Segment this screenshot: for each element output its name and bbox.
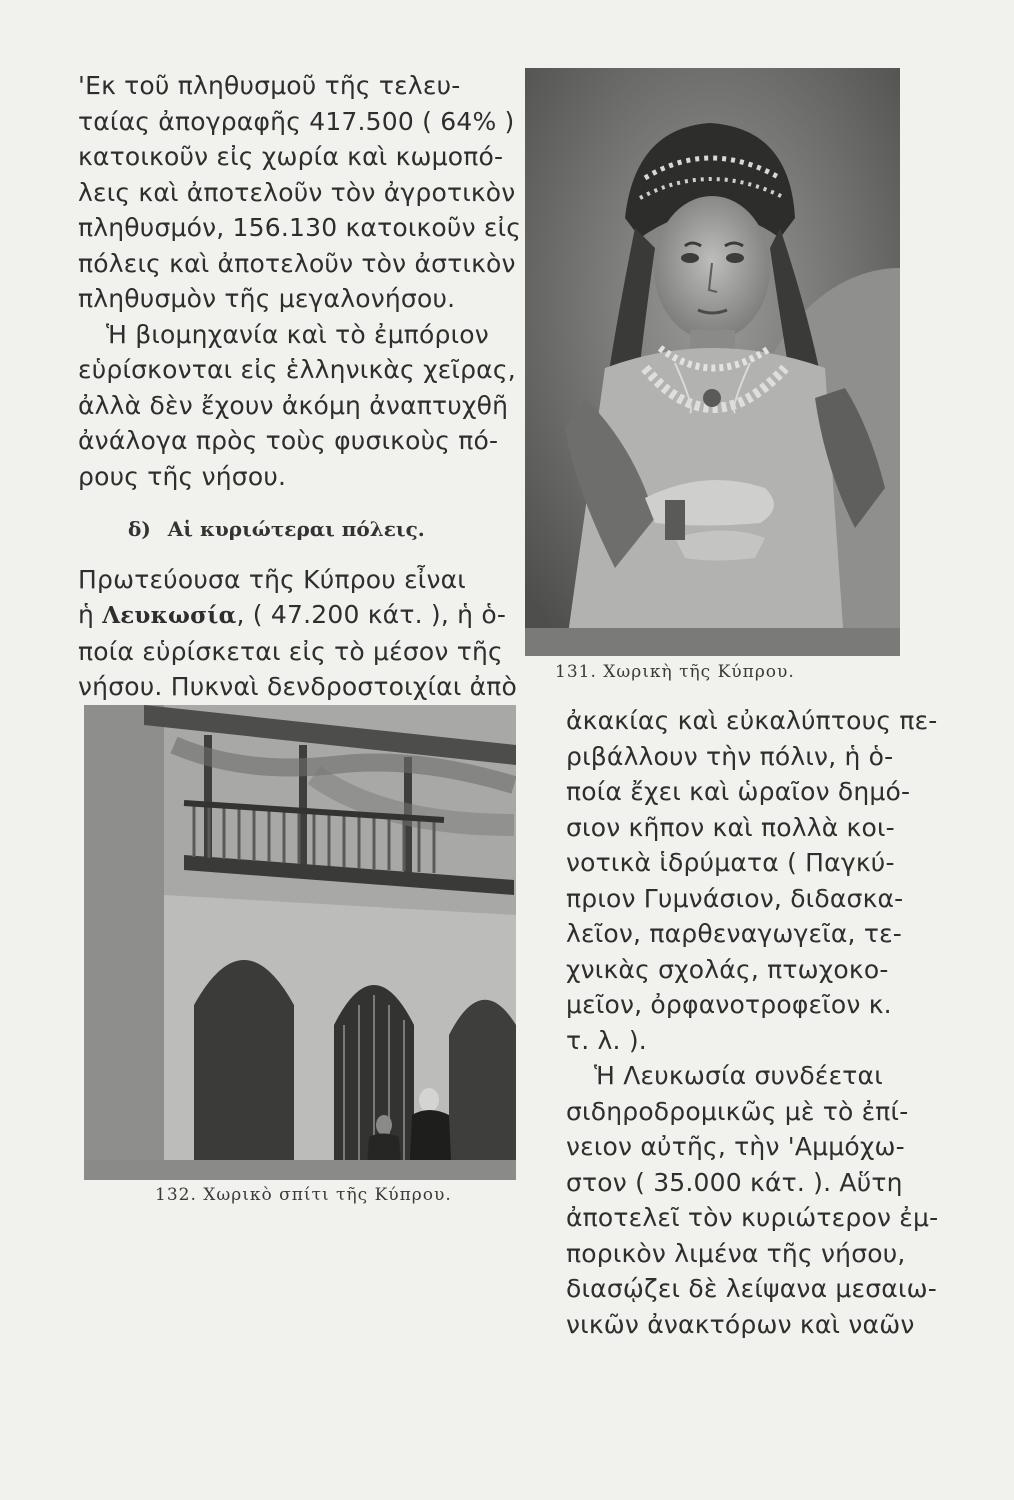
text-line: πόλεις καὶ ἀποτελοῦν τὸν ἀστικὸν	[78, 248, 516, 278]
right-text-column	[566, 703, 939, 1342]
text-line: λεις καὶ ἀποτελοῦν τὸν ἀγροτικὸν	[78, 177, 516, 207]
figure-132-photo	[84, 705, 516, 1180]
text-line: ποία εὑρίσκεται εἰς τὸ μέσον τῆς	[78, 636, 503, 666]
city-name-bold: Λευκωσία	[102, 602, 237, 629]
text-line: νοτικὰ ἱδρύματα ( Παγκύ-	[566, 848, 895, 877]
text-line: εὑρίσκονται εἰς ἑλληνικὰς χεῖρας,	[78, 355, 516, 384]
left-text-column	[78, 68, 522, 705]
text-line: ἀλλὰ δὲν ἔχουν ἀκόμη ἀναπτυχθῆ	[78, 390, 509, 420]
figure-132-caption: 132. Χωρικὸ σπίτι τῆς Κύπρου.	[155, 1185, 452, 1205]
text-line: χνικὰς σχολάς, πτωχοκο-	[566, 954, 889, 984]
text-line: ἀκακίας καὶ εὐκαλύπτους πε-	[566, 706, 938, 735]
section-label: δ)	[128, 517, 151, 541]
text-line: διασῴζει δὲ λείψανα μεσαιω-	[566, 1274, 937, 1303]
paragraph-population	[78, 68, 522, 317]
text-line: Ἡ Λευκωσία συνδέεται	[594, 1061, 883, 1090]
text-line: λεῖον, παρθεναγωγεῖα, τε-	[566, 919, 903, 948]
text-line: στον ( 35.000 κάτ. ). Αὕτη	[566, 1167, 903, 1197]
paragraph-industry	[78, 317, 518, 495]
text-line: ταίας ἀπογραφῆς 417.500 ( 64% )	[78, 106, 515, 136]
section-title: Αἱ κυριώτεραι πόλεις.	[167, 517, 425, 541]
figure-131-photo	[525, 68, 900, 656]
text-line: μεῖον, ὀρφανοτροφεῖον κ.	[566, 990, 892, 1019]
text-line: σιον κῆπον καὶ πολλὰ κοι-	[566, 812, 895, 842]
text-line: νειον αὐτῆς, τὴν 'Αμμόχω-	[566, 1132, 905, 1161]
text-line: ρους τῆς νήσου.	[78, 461, 287, 491]
text-line: Πρωτεύουσα τῆς Κύπρου εἶναι	[78, 564, 466, 594]
figure-131-caption: 131. Χωρικὴ τῆς Κύπρου.	[555, 662, 795, 682]
text-line: πληθυσμὸν τῆς μεγαλονήσου.	[78, 284, 456, 313]
text-line	[78, 597, 518, 634]
section-heading	[128, 512, 518, 548]
text-line: ἀνάλογα πρὸς τοὺς φυσικοὺς πό-	[78, 426, 499, 455]
text-line: πριον Γυμνάσιον, διδασκα-	[566, 883, 904, 913]
text-line: ἀποτελεῖ τὸν κυριώτερον ἐμ-	[566, 1203, 939, 1232]
text-line: ποία ἔχει καὶ ὡραῖον δημό-	[566, 777, 911, 806]
text-fragment: ἡ	[78, 600, 103, 629]
text-line: νικῶν ἀνακτόρων καὶ ναῶν	[566, 1309, 915, 1339]
text-line: 'Εκ τοῦ πληθυσμοῦ τῆς τελευ-	[78, 71, 461, 100]
text-line: σιδηροδρομικῶς μὲ τὸ ἐπί-	[566, 1096, 909, 1126]
text-line: πληθυσμόν, 156.130 κατοικοῦν εἰς	[78, 213, 522, 242]
text-line: ριβάλλουν τὴν πόλιν, ἡ ὁ-	[566, 741, 894, 771]
text-line: κατοικοῦν εἰς χωρία καὶ κωμοπό-	[78, 142, 504, 171]
paragraph-capital	[78, 562, 518, 705]
text-fragment: , ( 47.200 κάτ. ), ἡ ὁ-	[236, 600, 507, 629]
text-line: πορικὸν λιμένα τῆς νήσου,	[566, 1238, 906, 1268]
text-line: Ἡ βιομηχανία καὶ τὸ ἐμπόριον	[106, 319, 489, 349]
text-line: νήσου. Πυκναὶ δενδροστοιχίαι ἀπὸ	[78, 672, 518, 701]
text-line: τ. λ. ).	[566, 1025, 647, 1055]
